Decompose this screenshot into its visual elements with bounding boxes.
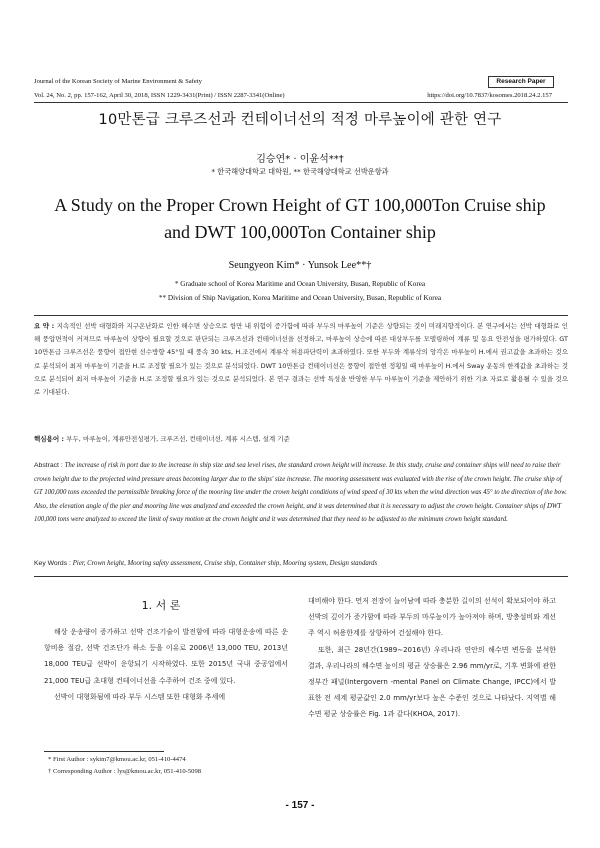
abstract-top-rule <box>34 315 568 316</box>
keywords-korean <box>34 433 568 446</box>
title-english-line2: and DWT 100,000Ton Container ship <box>164 222 436 242</box>
title-korean: 10만톤급 크루즈선과 컨테이너선의 적정 마루높이에 관한 연구 <box>98 112 502 128</box>
footnote-corresponding-author: † Corresponding Author : lys@kmou.ac.kr, 051-410-5098 <box>48 768 202 775</box>
abstract-english <box>34 459 568 527</box>
journal-name: Journal of the Korean Society of Marine Environment & Safety <box>34 78 202 85</box>
page-number: - 157 - <box>285 800 315 811</box>
volume-line: Vol. 24, No. 2, pp. 157-162, April 30, 2018, ISSN 1229-3431(Print) / ISSN 2287-3341(Online) <box>34 92 285 99</box>
left-paragraph-2: 선박이 대형화됨에 따라 부두 시스템 또한 대형화 추세에 <box>54 692 226 701</box>
right-column <box>308 593 556 723</box>
authors-english: Seungyeon Kim* · Yunsok Lee**† <box>228 260 372 271</box>
doi-link[interactable]: https://doi.org/10.7837/kosomes.2018.24.2.157 <box>427 92 552 99</box>
footnote-first-author: * First Author : sykim7@kmou.ac.kr, 051-410-4474 <box>48 756 186 763</box>
abstract-bottom-rule <box>34 576 568 577</box>
abstract-korean <box>34 320 568 399</box>
right-paragraph-1: 대비해야 한다. 먼저 전장이 늘어남에 따라 충분한 길이의 선석이 확보되어야 하고 선박의 깊이가 증가함에 따라 부두의 마루높이가 높아져야 하며, 방충설비와 계선주 역시 허용한계를 상향하여 건설해야 한다. <box>308 597 556 638</box>
left-paragraph-1: 해상 운송량이 증가하고 선박 건조기술이 발전함에 따라 대형운송에 따른 운항비용 절감, 선박 건조단가 하소 등을 이유로 2006년 13,000 TEU, 2013년 18,000 TEU급 선박이 운항되기 시작하였다. 또한 2015년 국내 중공업에서 21,000 TEU급 초대형 컨테이너선을 수주하여 건조 중에 있다. <box>44 628 288 685</box>
header-rule <box>34 102 568 103</box>
abstract-korean-label: 요 약 : <box>34 322 57 330</box>
footnote-rule <box>44 751 164 752</box>
abstract-english-label: Abstract : <box>34 462 65 469</box>
keywords-english <box>34 560 568 567</box>
affiliation-english-1: * Graduate school of Korea Maritime and Ocean University, Busan, Republic of Korea <box>174 280 426 288</box>
abstract-korean-text: 지속적인 선박 대형화와 지구온난화로 인한 해수면 상승으로 항만 내 위험이 증가함에 따라 부두의 마루높이 기준은 상향되는 것이 미래지향적이다. 본 연구에서는 선박 대형화로 인해 풍압면적이 커져므로 마루높이 상향이 필요할 것으로 판단되는 크루즈선과 컨테이너선을 선정하고, 마루높이 상승에 따른 대상부두를 모델링하여 계류 및 동요 안전성을 평가하였다. GT 10만톤급 크루즈선은 풍향이 접안현 선수방향 45°일 때 풍속 30 kts, H.조건에서 계류삭 허용파단력이 초과하였다. 또한 부두와 계류삭의 앙각은 마루높이 H.에서 권고값을 초과하는 것으로 분석되어 최저 마루높이 기준을 H.로 조정할 필요가 있는 것으로 분석되었다. DWT 10만톤급 컨테이너선은 풍향이 접안현 정횡일 때 마루높이 H.에서 Sway 운동의 한계값을 초과하는 것으로 분석되어 최저 마루높이 기준을 H.로 조정할 필요가 있는 것으로 분석되었다. 본 연구 결과는 선박 특성을 반영한 부두 마루높이 기준을 제안하기 위한 기초 자료로 활용될 수 있을 것으로 기대된다. <box>34 322 568 397</box>
keywords-korean-text: 부두, 마루높이, 계류안전성평가, 크루즈선, 컨테이너선, 계류 시스템, 설계 기준 <box>66 435 290 443</box>
article-type-badge: Research Paper <box>488 76 554 88</box>
right-paragraph-2: 또한, 최근 28년간(1989∼2016년) 우리나라 연안의 해수면 변동을 분석한 결과, 우리나라의 해수면 높이의 평균 상승률은 2.96 mm/yr로, 기후 변화에 관한 정부간 패널(Intergovern -mental Panel on Climate Change, IPCC)에서 발표한 전 세계 평균값인 2.0 mm/yr보다 높은 수준인 것으로 나타났다. 지역별 해수면 평균 상승률은 Fig. 1과 같다(KHOA, 2017). <box>308 645 556 719</box>
keywords-korean-label: 핵심용어 : <box>34 435 67 443</box>
authors-korean: 김승연* · 이윤석**† <box>256 154 344 165</box>
title-english-line1: A Study on the Proper Crown Height of GT 100,000Ton Cruise ship <box>54 195 546 215</box>
abstract-english-text: The increase of risk in port due to the increase in ship size and sea level rises, the standard crown height will increase. In this study, cruise and container ships will need to raise their crown height due to the projected wind pressure areas becoming larger due to the ships' size increase. The mooring assessment was evaluated with the rise of the crown height. The cruise ship of GT 100,000 tons exceeded the permissible breaking force of the mooring line under the crown height conditions of wind speed of 30 kts when the wind direction was 45° to the direction of the bow. Also, the elevation angle of the pier and mooring line was analyzed and exceeded the crown height, and it was determined that it is necessary to adjust the crown height. Container ships of DWT 100,000 tons were analyzed to exceed the limit of sway motion at the crown height and it was determined that they need to be adjusted to the minimum crown height standard. <box>34 462 567 523</box>
left-column <box>44 624 288 705</box>
keywords-english-label: Key Words : <box>34 560 73 567</box>
keywords-english-text: Pier, Crown height, Mooring safety assessment, Cruise ship, Container ship, Mooring system, Design standards <box>72 560 378 567</box>
affiliation-english-2: ** Division of Ship Navigation, Korea Maritime and Ocean University, Busan, Republic of Korea <box>158 294 442 302</box>
affiliations-korean: * 한국해양대학교 대학원, ** 한국해양대학교 선박운항과 <box>211 167 389 176</box>
section-heading-introduction: 1. 서 론 <box>141 599 181 612</box>
